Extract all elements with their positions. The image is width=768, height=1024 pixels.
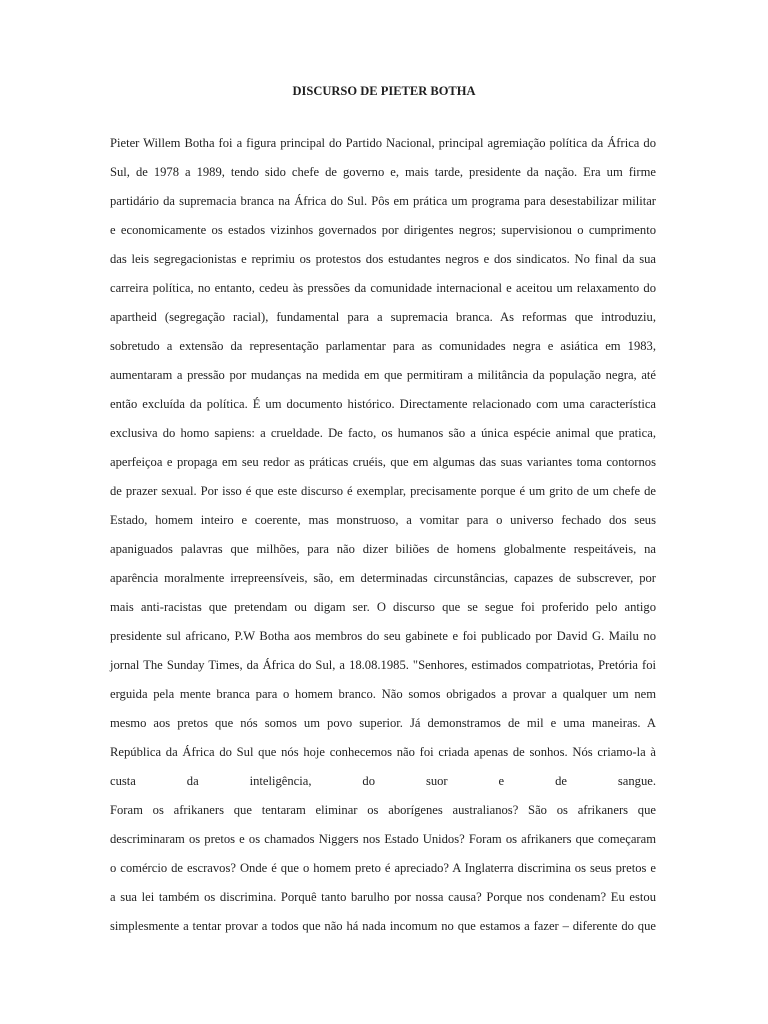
text-line: a sua lei também os discrimina. Porquê tanto barulho por nossa causa? Porque nos condenam? Eu estou xyxy=(110,890,656,904)
text-line: de prazer sexual. Por isso é que este discurso é exemplar, precisamente porque é um grito de um chefe de xyxy=(110,484,656,498)
text-line: aparência moralmente irrepreensíveis, são, em determinadas circunstâncias, capazes de subscrever, por xyxy=(110,571,656,585)
text-line: sobretudo a extensão da representação parlamentar para as comunidades negra e asiática em 1983, xyxy=(110,339,656,353)
text-line: Foram os afrikaners que tentaram eliminar os aborígenes australianos? São os afrikaners que xyxy=(110,803,656,817)
text-line: aperfeiçoa e propaga em seu redor as práticas cruéis, que em algumas das suas variantes toma contornos xyxy=(110,455,656,469)
text-line: carreira política, no entanto, cedeu às pressões da comunidade internacional e aceitou um relaxamento do xyxy=(110,281,656,295)
text-line: Sul, de 1978 a 1989, tendo sido chefe de governo e, mais tarde, presidente da nação. Era um firme xyxy=(110,165,656,179)
text-line: Pieter Willem Botha foi a figura principal do Partido Nacional, principal agremiação política da África do xyxy=(110,136,656,150)
text-line: das leis segregacionistas e reprimiu os protestos dos estudantes negros e dos sindicatos. No final da sua xyxy=(110,252,656,266)
text-line: apartheid (segregação racial), fundamental para a supremacia branca. As reformas que introduziu, xyxy=(110,310,656,324)
text-line: descriminaram os pretos e os chamados Niggers nos Estado Unidos? Foram os afrikaners que começaram xyxy=(110,832,656,846)
text-line: o comércio de escravos? Onde é que o homem preto é apreciado? A Inglaterra discrimina os seus pretos e xyxy=(110,861,656,875)
text-line: República da África do Sul que nós hoje conhecemos não foi criada apenas de sonhos. Nós criamo-la à xyxy=(110,745,656,759)
text-line: erguida pela mente branca para o homem branco. Não somos obrigados a provar a qualquer um nem xyxy=(110,687,656,701)
text-line: aumentaram a pressão por mudanças na medida em que permitiram a militância da população negra, até xyxy=(110,368,656,382)
text-line: jornal The Sunday Times, da África do Sul, a 18.08.1985. "Senhores, estimados compatriotas, Pretória foi xyxy=(110,658,656,672)
text-line: mesmo aos pretos que nós somos um povo superior. Já demonstramos de mil e uma maneiras. A xyxy=(110,716,656,730)
text-line: exclusiva do homo sapiens: a crueldade. De facto, os humanos são a única espécie animal que pratica, xyxy=(110,426,656,440)
text-line: custa da inteligência, do suor e de sangue. xyxy=(110,774,656,788)
document-body xyxy=(110,129,656,941)
text-line: Estado, homem inteiro e coerente, mas monstruoso, a vomitar para o universo fechado dos seus xyxy=(110,513,656,527)
text-line: então excluída da política. É um documento histórico. Directamente relacionado com uma característica xyxy=(110,397,656,411)
text-line: e economicamente os estados vizinhos governados por dirigentes negros; supervisionou o cumprimento xyxy=(110,223,656,237)
text-line: apaniguados palavras que milhões, para não dizer biliões de homens globalmente respeitáveis, na xyxy=(110,542,656,556)
document-title: DISCURSO DE PIETER BOTHA xyxy=(292,84,476,98)
text-line: simplesmente a tentar provar a todos que não há nada incomum no que estamos a fazer – diferente do que xyxy=(110,919,656,933)
text-line: mais anti-racistas que pretendam ou digam ser. O discurso que se segue foi proferido pelo antigo xyxy=(110,600,656,614)
text-line: partidário da supremacia branca na África do Sul. Pôs em prática um programa para desestabilizar militar xyxy=(110,194,656,208)
text-line: presidente sul africano, P.W Botha aos membros do seu gabinete e foi publicado por David G. Mailu no xyxy=(110,629,656,643)
